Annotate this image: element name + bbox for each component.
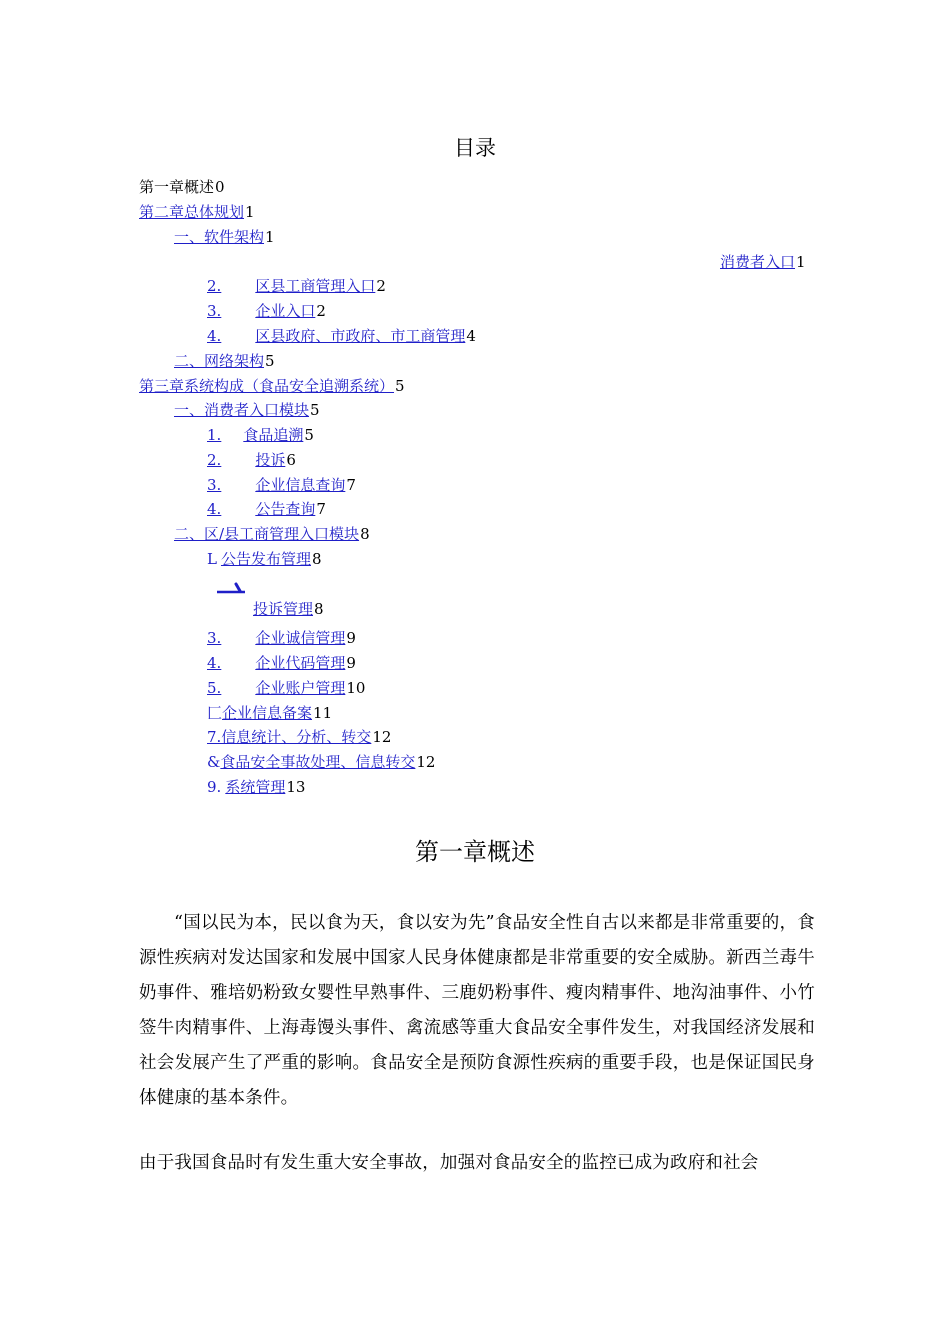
toc-entry-label: 区县工商管理入口 (255, 277, 376, 295)
toc-entry-link[interactable]: 一、消费者入口模块 (174, 401, 310, 419)
toc-entry-link[interactable] (207, 426, 303, 444)
toc-entry-info-record[interactable] (207, 703, 332, 723)
toc-entry-credit-manage[interactable] (207, 628, 356, 648)
toc-entry-number: 2. (207, 277, 222, 295)
toc-entry-ch3[interactable] (139, 376, 405, 396)
toc-entry-ch2[interactable] (139, 202, 255, 222)
toc-page-number: 6 (286, 451, 296, 469)
body-paragraph: “国以民为本，民以食为天，食以安为先”食品安全性自古以来都是非常重要的，食源性疾病对发达国家和发展中国家人民身体健康都是非常重要的安全威胁。新西兰毒牛奶事件、雅培奶粉致女婴性早熟事件、三鹿奶粉事件、瘦肉精事件、地沟油事件、小竹签牛肉精事件、上海毒馒头事件、禽流感等重大食品安全事件发生，对我国经济发展和社会发展产生了严重的影响。食品安全是预防食源性疾病的重要手段，也是保证国民身体健康的基本条件。 (139, 913, 815, 1108)
toc-entry-system-manage[interactable] (207, 777, 305, 797)
toc-entry-prefix: L (207, 550, 217, 568)
toc-entry-link[interactable]: 消费者入口 (720, 253, 796, 271)
toc-entry-link[interactable] (207, 629, 345, 647)
toc-entry-link[interactable]: 公告发布管理 (220, 550, 311, 568)
toc-entry-number: 3. (207, 629, 222, 647)
toc-entry-link[interactable]: 第二章总体规划 (139, 203, 245, 221)
toc-page-number: 5 (265, 352, 275, 370)
toc-entry-prefix: 匚 (207, 704, 223, 722)
toc-page-number: 8 (360, 525, 370, 543)
toc-page-number: 1 (265, 228, 275, 246)
toc-entry-code-manage[interactable] (207, 653, 356, 673)
toc-entry-account-manage[interactable] (207, 678, 365, 698)
toc-entry-number: 3. (207, 302, 222, 320)
toc-entry-number: 3. (207, 476, 222, 494)
toc-entry-complaint[interactable] (207, 450, 296, 470)
toc-page-number: 9 (346, 654, 356, 672)
toc-page-number: 4 (466, 327, 476, 345)
toc-page-number: 5 (310, 401, 320, 419)
toc-page-number: 12 (416, 753, 436, 771)
toc-entry-prefix: & (207, 753, 221, 771)
toc-entry-label: 企业代码管理 (255, 654, 346, 672)
toc-entry-notice-publish[interactable] (207, 549, 322, 569)
toc-page-number: 0 (215, 178, 225, 196)
toc-entry-district-module[interactable] (174, 524, 370, 544)
toc-entry-label: 公告查询 (255, 500, 316, 518)
toc-entry-prefix: 9. (207, 778, 222, 796)
toc-entry-link[interactable]: 企业信息备案 (222, 704, 313, 722)
toc-page-number: 10 (346, 679, 366, 697)
toc-entry-link[interactable]: 一、软件架构 (174, 228, 265, 246)
toc-entry-statistics[interactable] (207, 727, 391, 747)
toc-entry-label: 企业入口 (255, 302, 316, 320)
toc-entry-label: 企业诚信管理 (255, 629, 346, 647)
toc-entry-notice-query[interactable] (207, 499, 326, 519)
toc-page-number: 9 (346, 629, 356, 647)
toc-page-number: 8 (314, 600, 324, 618)
toc-page-number: 12 (372, 728, 392, 746)
toc-entry-label: 第一章概述 (139, 178, 215, 196)
toc-entry-link[interactable]: 第三章系统构成（食品安全追溯系统） (139, 377, 395, 395)
toc-entry-food-trace[interactable] (207, 425, 314, 445)
toc-entry-number: 4. (207, 654, 222, 672)
chapter-title: 第一章概述 (415, 838, 535, 866)
toc-entry-complaint-manage[interactable] (253, 599, 324, 619)
toc-page-number: 8 (311, 550, 322, 568)
toc-entry-ch1[interactable] (139, 177, 225, 197)
toc-page-number: 7 (316, 500, 326, 518)
toc-entry-number: 4. (207, 327, 222, 345)
toc-entry-enterprise-query[interactable] (207, 475, 356, 495)
toc-entry-link[interactable]: 投诉管理 (253, 600, 314, 618)
toc-title: 目录 (454, 136, 496, 160)
toc-page-number: 2 (376, 277, 386, 295)
toc-entry-consumer-entry[interactable] (720, 252, 806, 272)
toc-page-number: 5 (395, 377, 405, 395)
toc-page-number: 7 (346, 476, 356, 494)
toc-entry-label: 区县政府、市政府、市工商管理 (255, 327, 466, 345)
toc-page-number: 13 (286, 778, 306, 796)
toc-entry-incident-handling[interactable] (207, 752, 435, 772)
toc-entry-number: 5. (207, 679, 222, 697)
toc-entry-consumer-module[interactable] (174, 400, 320, 420)
toc-entry-link[interactable]: 二、网络架构 (174, 352, 265, 370)
toc-entry-software-arch[interactable] (174, 227, 275, 247)
toc-entry-label: 企业账户管理 (255, 679, 346, 697)
toc-entry-link[interactable] (207, 451, 285, 469)
toc-page-number: 11 (313, 704, 333, 722)
toc-entry-link[interactable] (207, 476, 345, 494)
toc-page-number: 5 (304, 426, 314, 444)
body-paragraph: 由于我国食品时有发生重大安全事故，加强对食品安全的监控已成为政府和社会 (139, 1153, 759, 1173)
toc-page-number: 1 (796, 253, 806, 271)
toc-entry-gov-entry[interactable] (207, 326, 476, 346)
toc-entry-number: 1. (207, 426, 222, 444)
toc-entry-enterprise-entry[interactable] (207, 301, 326, 321)
toc-entry-link[interactable] (207, 500, 315, 518)
toc-entry-link[interactable] (207, 327, 465, 345)
toc-entry-label: 企业信息查询 (255, 476, 346, 494)
toc-entry-link[interactable]: 系统管理 (225, 778, 286, 796)
toc-entry-number: 4. (207, 500, 222, 518)
toc-entry-link[interactable] (207, 302, 315, 320)
toc-entry-network-arch[interactable] (174, 351, 275, 371)
toc-page-number: 2 (316, 302, 326, 320)
toc-page-number: 1 (245, 203, 255, 221)
toc-entry-number: 2. (207, 451, 222, 469)
toc-entry-link[interactable] (207, 654, 345, 672)
toc-entry-label: 食品追溯 (243, 426, 304, 444)
toc-entry-link[interactable]: 二、区/县工商管理入口模块 (174, 525, 360, 543)
stray-glyph-mark (216, 581, 246, 595)
toc-entry-label: 投诉 (255, 451, 286, 469)
toc-entry-link[interactable]: 7.信息统计、分析、转交 (207, 728, 372, 746)
toc-entry-link[interactable] (207, 679, 345, 697)
toc-entry-link[interactable] (207, 277, 375, 295)
toc-entry-district-entry[interactable] (207, 276, 386, 296)
toc-entry-link[interactable]: 食品安全事故处理、信息转交 (220, 753, 416, 771)
